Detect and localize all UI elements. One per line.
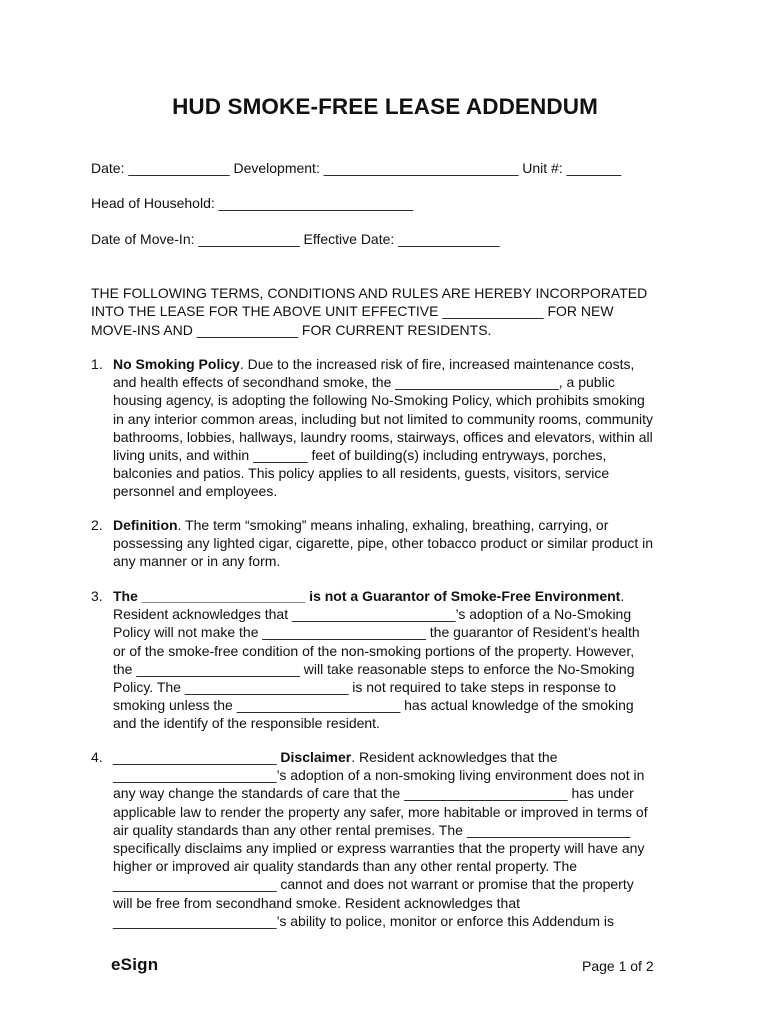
section-line: in any interior common areas, including but not limited to community rooms, community xyxy=(113,410,653,427)
section-heading: The _____________________ is not a Guarantor of Smoke-Free Environment xyxy=(113,588,621,604)
section-line: balconies and patios. This policy applies to all residents, guests, visitors, service xyxy=(113,465,610,482)
section-heading: No Smoking Policy xyxy=(113,356,240,372)
intro-line: THE FOLLOWING TERMS, CONDITIONS AND RULES ARE HEREBY INCORPORATED xyxy=(91,285,648,301)
section-not-guarantor xyxy=(91,587,711,733)
intro-line: INTO THE LEASE FOR THE ABOVE UNIT EFFECTIVE _____________ FOR NEW xyxy=(91,303,614,320)
section-number: 2. xyxy=(91,517,103,533)
section-text: . Due to the increased risk of fire, increased maintenance costs, xyxy=(239,356,635,372)
section-no-smoking-policy xyxy=(91,355,711,501)
section-line: and the identify of the responsible resident. xyxy=(113,715,380,732)
section-line: smoking unless the _____________________ has actual knowledge of the smoking xyxy=(113,697,634,714)
section-disclaimer xyxy=(91,748,711,930)
esign-logo: eSign xyxy=(111,955,159,974)
move-in-effective-date-line: Date of Move-In: _____________ Effective Date: _____________ xyxy=(91,231,500,247)
section-line: bathrooms, lobbies, hallways, laundry rooms, stairways, offices and elevators, within all xyxy=(113,428,653,445)
section-number: 4. xyxy=(91,749,103,765)
section-line: applicable law to render the property any safer, more habitable or improved in terms of xyxy=(113,803,648,820)
section-line: will be free from secondhand smoke. Resident acknowledges that xyxy=(113,894,520,911)
section-line: the _____________________ will take reasonable steps to enforce the No-Smoking xyxy=(113,660,635,677)
section-number: 3. xyxy=(91,588,103,604)
section-blank: _____________________ xyxy=(113,749,281,765)
section-line: any manner or in any form. xyxy=(113,553,281,570)
section-line: possessing any lighted cigar, cigarette, pipe, other tobacco product or similar product in xyxy=(113,535,654,552)
section-text: . The term “smoking” means inhaling, exhaling, breathing, carrying, or xyxy=(177,517,609,533)
section-line: _____________________ cannot and does not warrant or promise that the property xyxy=(113,876,634,893)
intro-line: MOVE-INS AND _____________ FOR CURRENT RESIDENTS. xyxy=(91,321,492,338)
page-title: HUD SMOKE-FREE LEASE ADDENDUM xyxy=(172,94,598,119)
section-line: air quality standards than any other rental premises. The _____________________ xyxy=(113,821,631,838)
section-line: housing agency, is adopting the following No-Smoking Policy, which prohibits smoking xyxy=(113,392,645,409)
section-line: specifically disclaims any implied or express warranties that the property will have any xyxy=(113,840,645,857)
section-heading: Definition xyxy=(113,517,178,533)
date-development-unit-line: Date: _____________ Development: _________________________ Unit #: _______ xyxy=(91,160,622,176)
section-line: or of the smoke-free condition of the non-smoking portions of the property. However, xyxy=(113,642,635,659)
head-of-household-line: Head of Household: _________________________ xyxy=(91,195,414,211)
section-line: personnel and employees. xyxy=(113,483,278,500)
section-line: _____________________’s adoption of a non-smoking living environment does not in xyxy=(113,767,645,784)
section-line: higher or improved air quality standards than any other rental property. The xyxy=(113,858,578,875)
section-line: and health effects of secondhand smoke, the _____________________, a public xyxy=(113,374,615,391)
section-text: . Resident acknowledges that the xyxy=(351,749,558,765)
section-line: _____________________’s ability to police, monitor or enforce this Addendum is xyxy=(113,912,614,929)
section-line: Policy. The _____________________ is not required to take steps in response to xyxy=(113,679,617,696)
section-line: living units, and within _______ feet of building(s) including entryways, porches, xyxy=(113,447,607,464)
section-line: any way change the standards of care that the _____________________ has under xyxy=(113,785,634,802)
section-definition xyxy=(91,516,711,571)
section-text: . xyxy=(620,588,625,604)
section-line: Policy will not make the _____________________ the guarantor of Resident’s health xyxy=(113,624,640,641)
section-line: Resident acknowledges that _____________________’s adoption of a No-Smoking xyxy=(113,606,632,623)
section-number: 1. xyxy=(91,356,103,372)
section-heading: Disclaimer xyxy=(280,749,352,765)
page-number: Page 1 of 2 xyxy=(582,958,654,974)
intro-paragraph xyxy=(91,284,711,339)
